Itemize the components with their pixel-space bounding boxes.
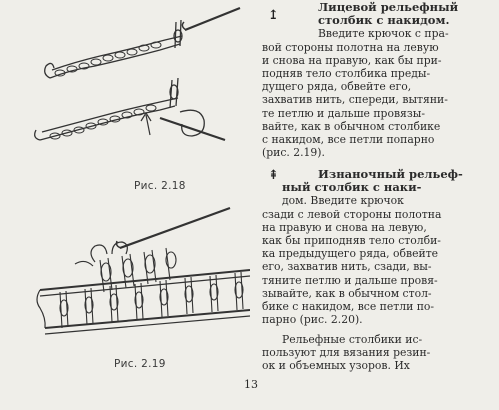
paragraph-line: парно (рис. 2.20).	[262, 313, 363, 327]
figure-2-18-caption: Рис. 2.18	[134, 180, 186, 192]
section-back-relief	[262, 168, 494, 326]
section-title-line: ный столбик с наки-	[282, 180, 422, 195]
figure-2-18-illustration	[0, 0, 250, 175]
paragraph-line: вой стороны полотна на левую	[262, 40, 439, 54]
paragraph-line: как бы приподняв тело столби-	[262, 234, 441, 248]
paragraph-line: дом. Введите крючок	[282, 194, 404, 208]
paragraph-line: и снова на правую, как бы при-	[262, 53, 442, 67]
figure-2-19-caption: Рис. 2.19	[114, 358, 166, 370]
relief-stitch-back-symbol: ⇞	[268, 168, 279, 183]
section-title-line: столбик с накидом.	[318, 13, 450, 28]
paragraph-line: (рис. 2.19).	[262, 146, 325, 160]
paragraph-line: вайте, как в обычном столбике	[262, 119, 441, 133]
paragraph-line: ок и объемных узоров. Их	[262, 359, 410, 373]
page-number: 13	[244, 378, 258, 391]
section-title-line: Лицевой рельефный	[318, 0, 459, 14]
paragraph-line: с накидом, все петли попарно	[262, 133, 435, 147]
paragraph-line: бике с накидом, все петли по-	[262, 300, 435, 314]
paragraph-line: его, захватив нить, сзади, вы-	[262, 260, 432, 274]
paragraph-line: те петлю и дальше провязы-	[262, 106, 425, 120]
figure-2-19-illustration	[0, 200, 250, 355]
paragraph-line: ка предыдущего ряда, обвейте	[262, 247, 439, 261]
paragraph-line: пользуют для вязания резин-	[262, 346, 431, 360]
paragraph-line: сзади с левой стороны полотна	[262, 207, 442, 221]
paragraph-line: захватив нить, спереди, вытяни-	[262, 93, 448, 107]
relief-stitch-front-symbol: ↥	[268, 8, 279, 23]
section-front-relief	[262, 1, 494, 159]
paragraph-line: тяните петлю и дальше провя-	[262, 273, 438, 287]
paragraph-line: Введите крючок с пра-	[318, 27, 449, 41]
paragraph-line: на правую и снова на левую,	[262, 220, 427, 234]
paragraph-line: Рельефные столбики ис-	[282, 333, 423, 346]
paragraph-line: подняв тело столбика преды-	[262, 67, 431, 81]
section-title-line: Изнаночный рельеф-	[318, 167, 463, 181]
paragraph-line: зывайте, как в обычном стол-	[262, 286, 432, 300]
paragraph-line: дущего ряда, обвейте его,	[262, 80, 412, 94]
section-usage	[262, 333, 494, 373]
